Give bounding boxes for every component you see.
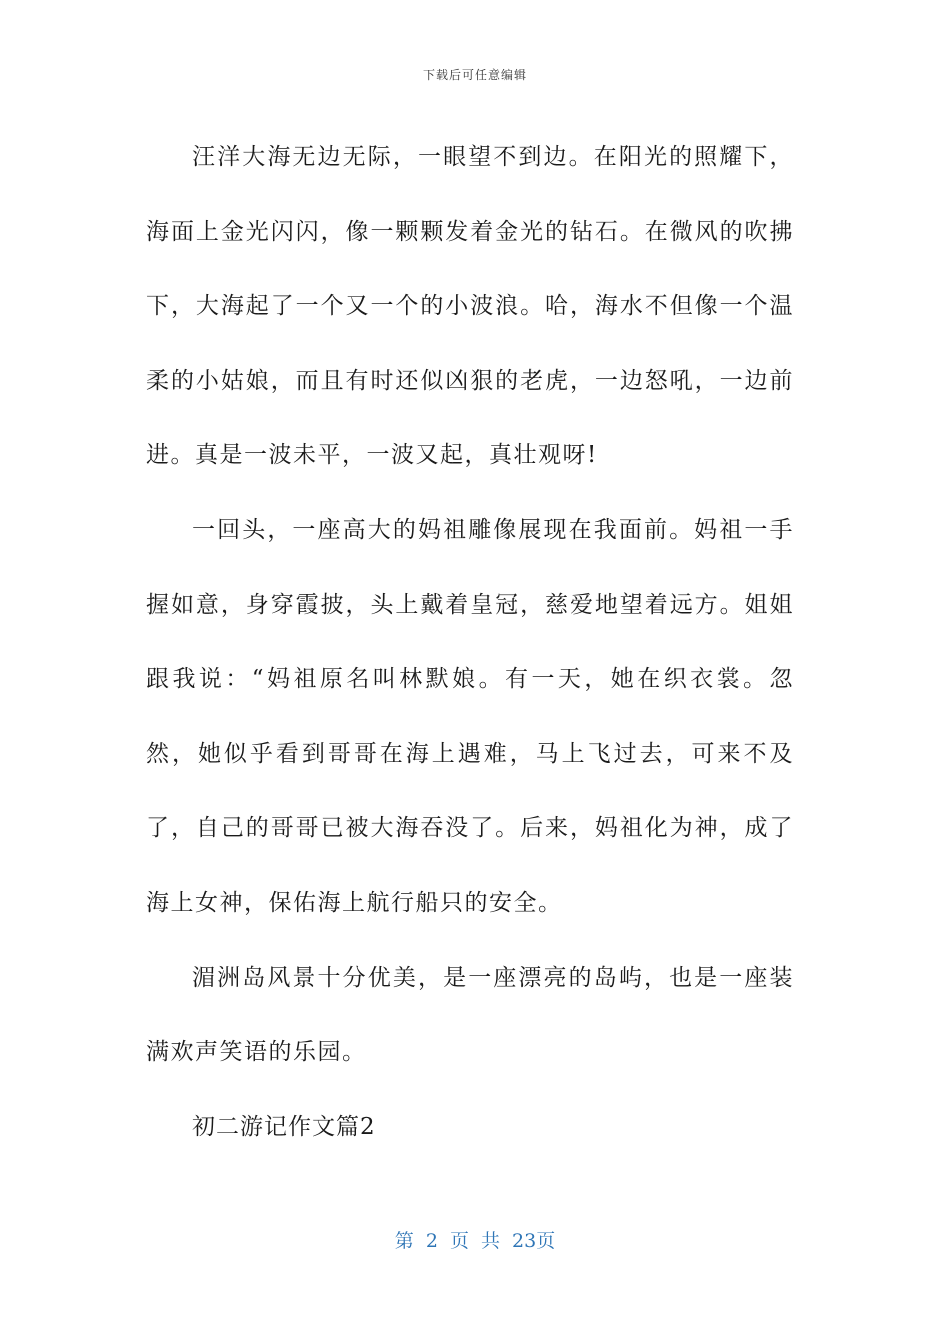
- paragraph-sea: 汪洋大海无边无际，一眼望不到边。在阳光的照耀下，海面上金光闪闪，像一颗颗发着金光的钻石。在微风的吹拂下，大海起了一个又一个的小波浪。哈，海水不但像一个温柔的小姑娘，而且有时还似凶狠的老虎，一边怒吼，一边前进。真是一波未平，一波又起，真壮观呀!: [146, 144, 794, 469]
- paragraph-island: 湄洲岛风景十分优美，是一座漂亮的岛屿，也是一座装满欢声笑语的乐园。: [146, 964, 794, 1066]
- section-title: 初二游记作文篇2: [192, 1113, 376, 1140]
- page-header: 下载后可任意编辑: [422, 68, 527, 82]
- page-number: 第 2 页 共 23页: [394, 1230, 556, 1252]
- document-body: [146, 120, 794, 1164]
- paragraph-mazu: 一回头，一座高大的妈祖雕像展现在我面前。妈祖一手握如意，身穿霞披，头上戴着皇冠，慈爱地望着远方。姐姐跟我说：“妈祖原名叫林默娘。有一天，她在织衣裳。忽然，她似乎看到哥哥在海上遇难，马上飞过去，可来不及了，自己的哥哥已被大海吞没了。后来，妈祖化为神，成了海上女神，保佑海上航行船只的安全。: [146, 516, 794, 916]
